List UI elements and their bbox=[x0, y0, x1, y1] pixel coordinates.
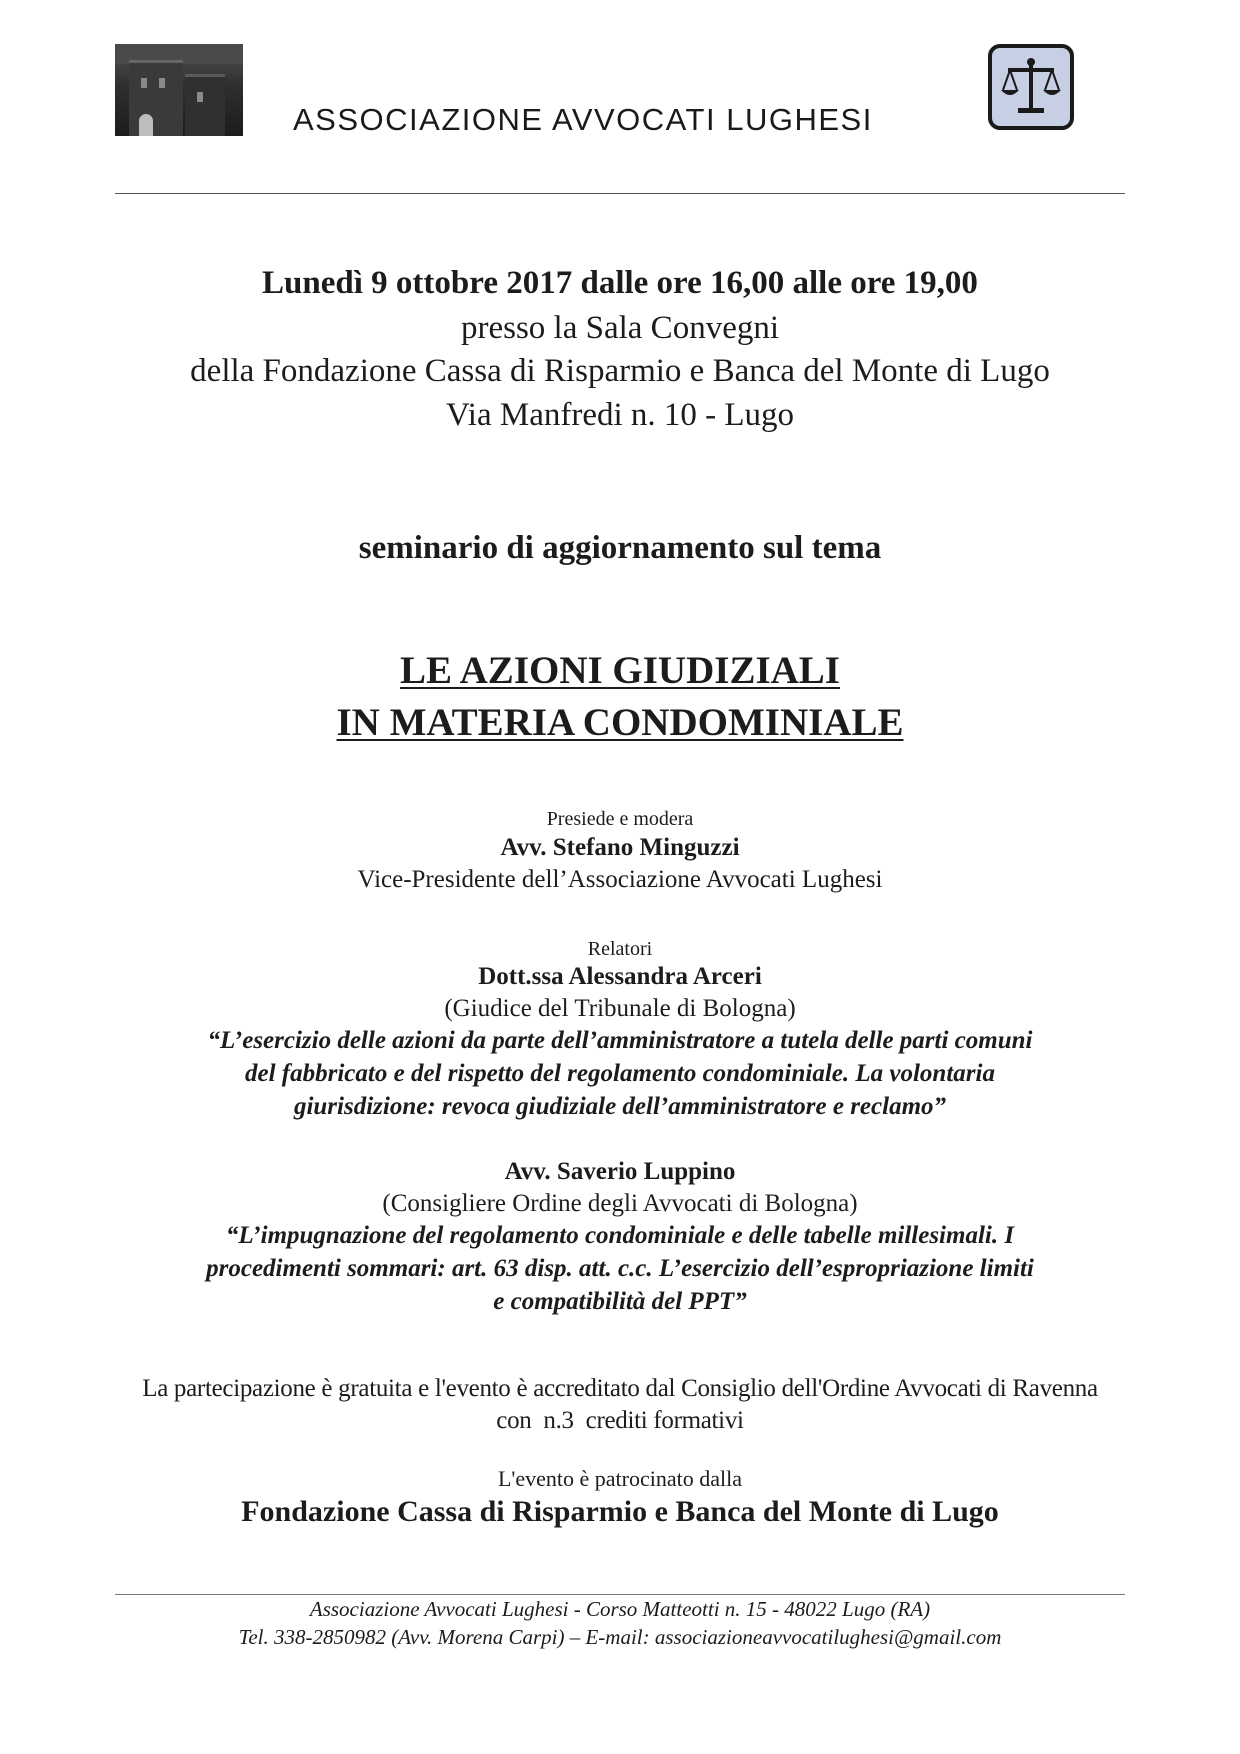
credits-note: La partecipazione è gratuita e l'evento è accreditato dal Consiglio dell'Ordine Avvocati di Ravenna bbox=[142, 1375, 1098, 1402]
credits-note: con n.3 crediti formativi bbox=[496, 1407, 744, 1434]
seminar-title: LE AZIONI GIUDIZIALI bbox=[400, 649, 840, 692]
patronage-label: L'evento è patrocinato dalla bbox=[497, 1466, 743, 1491]
footer-address: Associazione Avvocati Lughesi - Corso Matteotti n. 15 - 48022 Lugo (RA) bbox=[309, 1597, 931, 1621]
letterhead bbox=[115, 40, 1125, 190]
scales-of-justice-icon bbox=[988, 44, 1074, 130]
seminar-title: IN MATERIA CONDOMINIALE bbox=[336, 701, 904, 744]
event-date: Lunedì 9 ottobre 2017 dalle ore 16,00 alle ore 19,00 bbox=[262, 265, 978, 301]
venue-line: della Fondazione Cassa di Risparmio e Banca del Monte di Lugo bbox=[190, 353, 1050, 389]
organization-name: ASSOCIAZIONE AVVOCATI LUGHESI bbox=[293, 102, 873, 137]
talk-title-line: e compatibilità del PPT” bbox=[493, 1288, 747, 1315]
talk-title-line: giurisdizione: revoca giudiziale dell’amministratore e reclamo” bbox=[293, 1093, 947, 1120]
venue-address: Via Manfredi n. 10 - Lugo bbox=[445, 397, 795, 433]
moderator-role: Vice-Presidente dell’Associazione Avvocati Lughesi bbox=[357, 866, 883, 893]
patron-name: Fondazione Cassa di Risparmio e Banca del Monte di Lugo bbox=[241, 1495, 999, 1528]
speaker-role: (Giudice del Tribunale di Bologna) bbox=[444, 995, 796, 1022]
talk-title-line: “L’impugnazione del regolamento condominiale e delle tabelle millesimali. I bbox=[225, 1222, 1015, 1249]
moderator-label: Presiede e modera bbox=[546, 808, 694, 830]
speakers-label: Relatori bbox=[587, 938, 653, 960]
seminar-intro: seminario di aggiornamento sul tema bbox=[358, 530, 882, 566]
talk-title-line: procedimenti sommari: art. 63 disp. att. c.c. L’esercizio dell’espropriazione limiti bbox=[206, 1255, 1034, 1282]
venue-line: presso la Sala Convegni bbox=[460, 310, 780, 346]
footer-contact: Tel. 338-2850982 (Avv. Morena Carpi) – E-mail: associazioneavvocatilughesi@gmail.com bbox=[238, 1625, 1002, 1649]
speaker-name: Avv. Saverio Luppino bbox=[504, 1158, 736, 1185]
header-divider bbox=[115, 193, 1125, 194]
talk-title-line: “L’esercizio delle azioni da parte dell’amministratore a tutela delle parti comuni bbox=[207, 1027, 1033, 1054]
talk-title-line: del fabbricato e del rispetto del regolamento condominiale. La volontaria bbox=[245, 1060, 995, 1087]
footer-divider bbox=[115, 1594, 1125, 1595]
castle-photo bbox=[115, 44, 243, 136]
speaker-role: (Consigliere Ordine degli Avvocati di Bologna) bbox=[382, 1190, 858, 1217]
moderator-name: Avv. Stefano Minguzzi bbox=[500, 834, 740, 861]
speaker-name: Dott.ssa Alessandra Arceri bbox=[478, 963, 762, 990]
